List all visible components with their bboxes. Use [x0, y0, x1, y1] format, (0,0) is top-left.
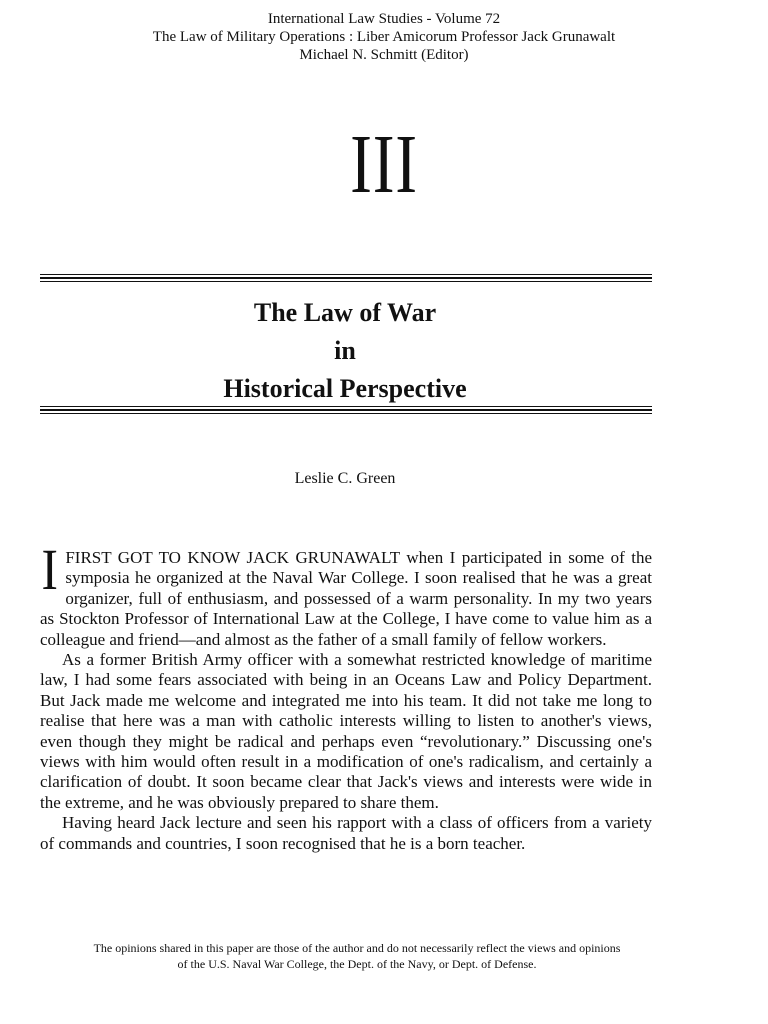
series-title: International Law Studies - Volume 72	[267, 11, 501, 27]
body-text	[40, 537, 652, 854]
title-line-3: Historical Perspective	[223, 374, 467, 403]
disclaimer-footer	[0, 940, 714, 972]
book-title: The Law of Military Operations : Liber Amicorum Professor Jack Grunawalt	[152, 29, 616, 45]
paragraph-1-text: FIRST GOT TO KNOW JACK GRUNAWALT when I participated in some of the symposia he organized at the Naval War College. I soon realised that he was a great organizer, full of enthusiasm, and possessed of a warm personality. In my two years as Stockton Professor of International Law at the College, I have come to value him as a colleague and friend—and almost as the father of a small family of fellow workers.	[40, 548, 652, 649]
chapter-number: III	[350, 118, 418, 211]
title-bottom-rule	[40, 406, 652, 414]
drop-cap: I	[41, 537, 58, 602]
chapter-title	[0, 294, 690, 408]
book-header	[0, 10, 768, 64]
title-line-2: in	[334, 336, 356, 365]
title-top-rule	[40, 274, 652, 282]
paragraph-1	[40, 537, 652, 650]
disclaimer-line-2: of the U.S. Naval War College, the Dept. of the Navy, or Dept. of Defense.	[177, 957, 537, 971]
title-line-1: The Law of War	[253, 298, 437, 327]
disclaimer-line-1: The opinions shared in this paper are those of the author and do not necessarily reflect the views and opinions	[93, 941, 621, 955]
author-name: Leslie C. Green	[294, 470, 396, 487]
editor-line: Michael N. Schmitt (Editor)	[299, 47, 469, 63]
paragraph-3: Having heard Jack lecture and seen his rapport with a class of officers from a variety of commands and countries, I soon recognised that he is a born teacher.	[40, 813, 652, 853]
paragraph-2: As a former British Army officer with a somewhat restricted knowledge of maritime law, I had some fears associated with being in an Oceans Law and Policy Department. But Jack made me welcome and integrated me into his team. It did not take me long to realise that here was a man with catholic interests willing to listen to another's views, even though they might be radical and perhaps even “revolutionary.” Discussing one's views with him would often result in a modification of one's radicalism, and certainly a clarification of doubt. It soon became clear that Jack's views and interests were wide in the extreme, and he was obviously prepared to share them.	[40, 650, 652, 812]
